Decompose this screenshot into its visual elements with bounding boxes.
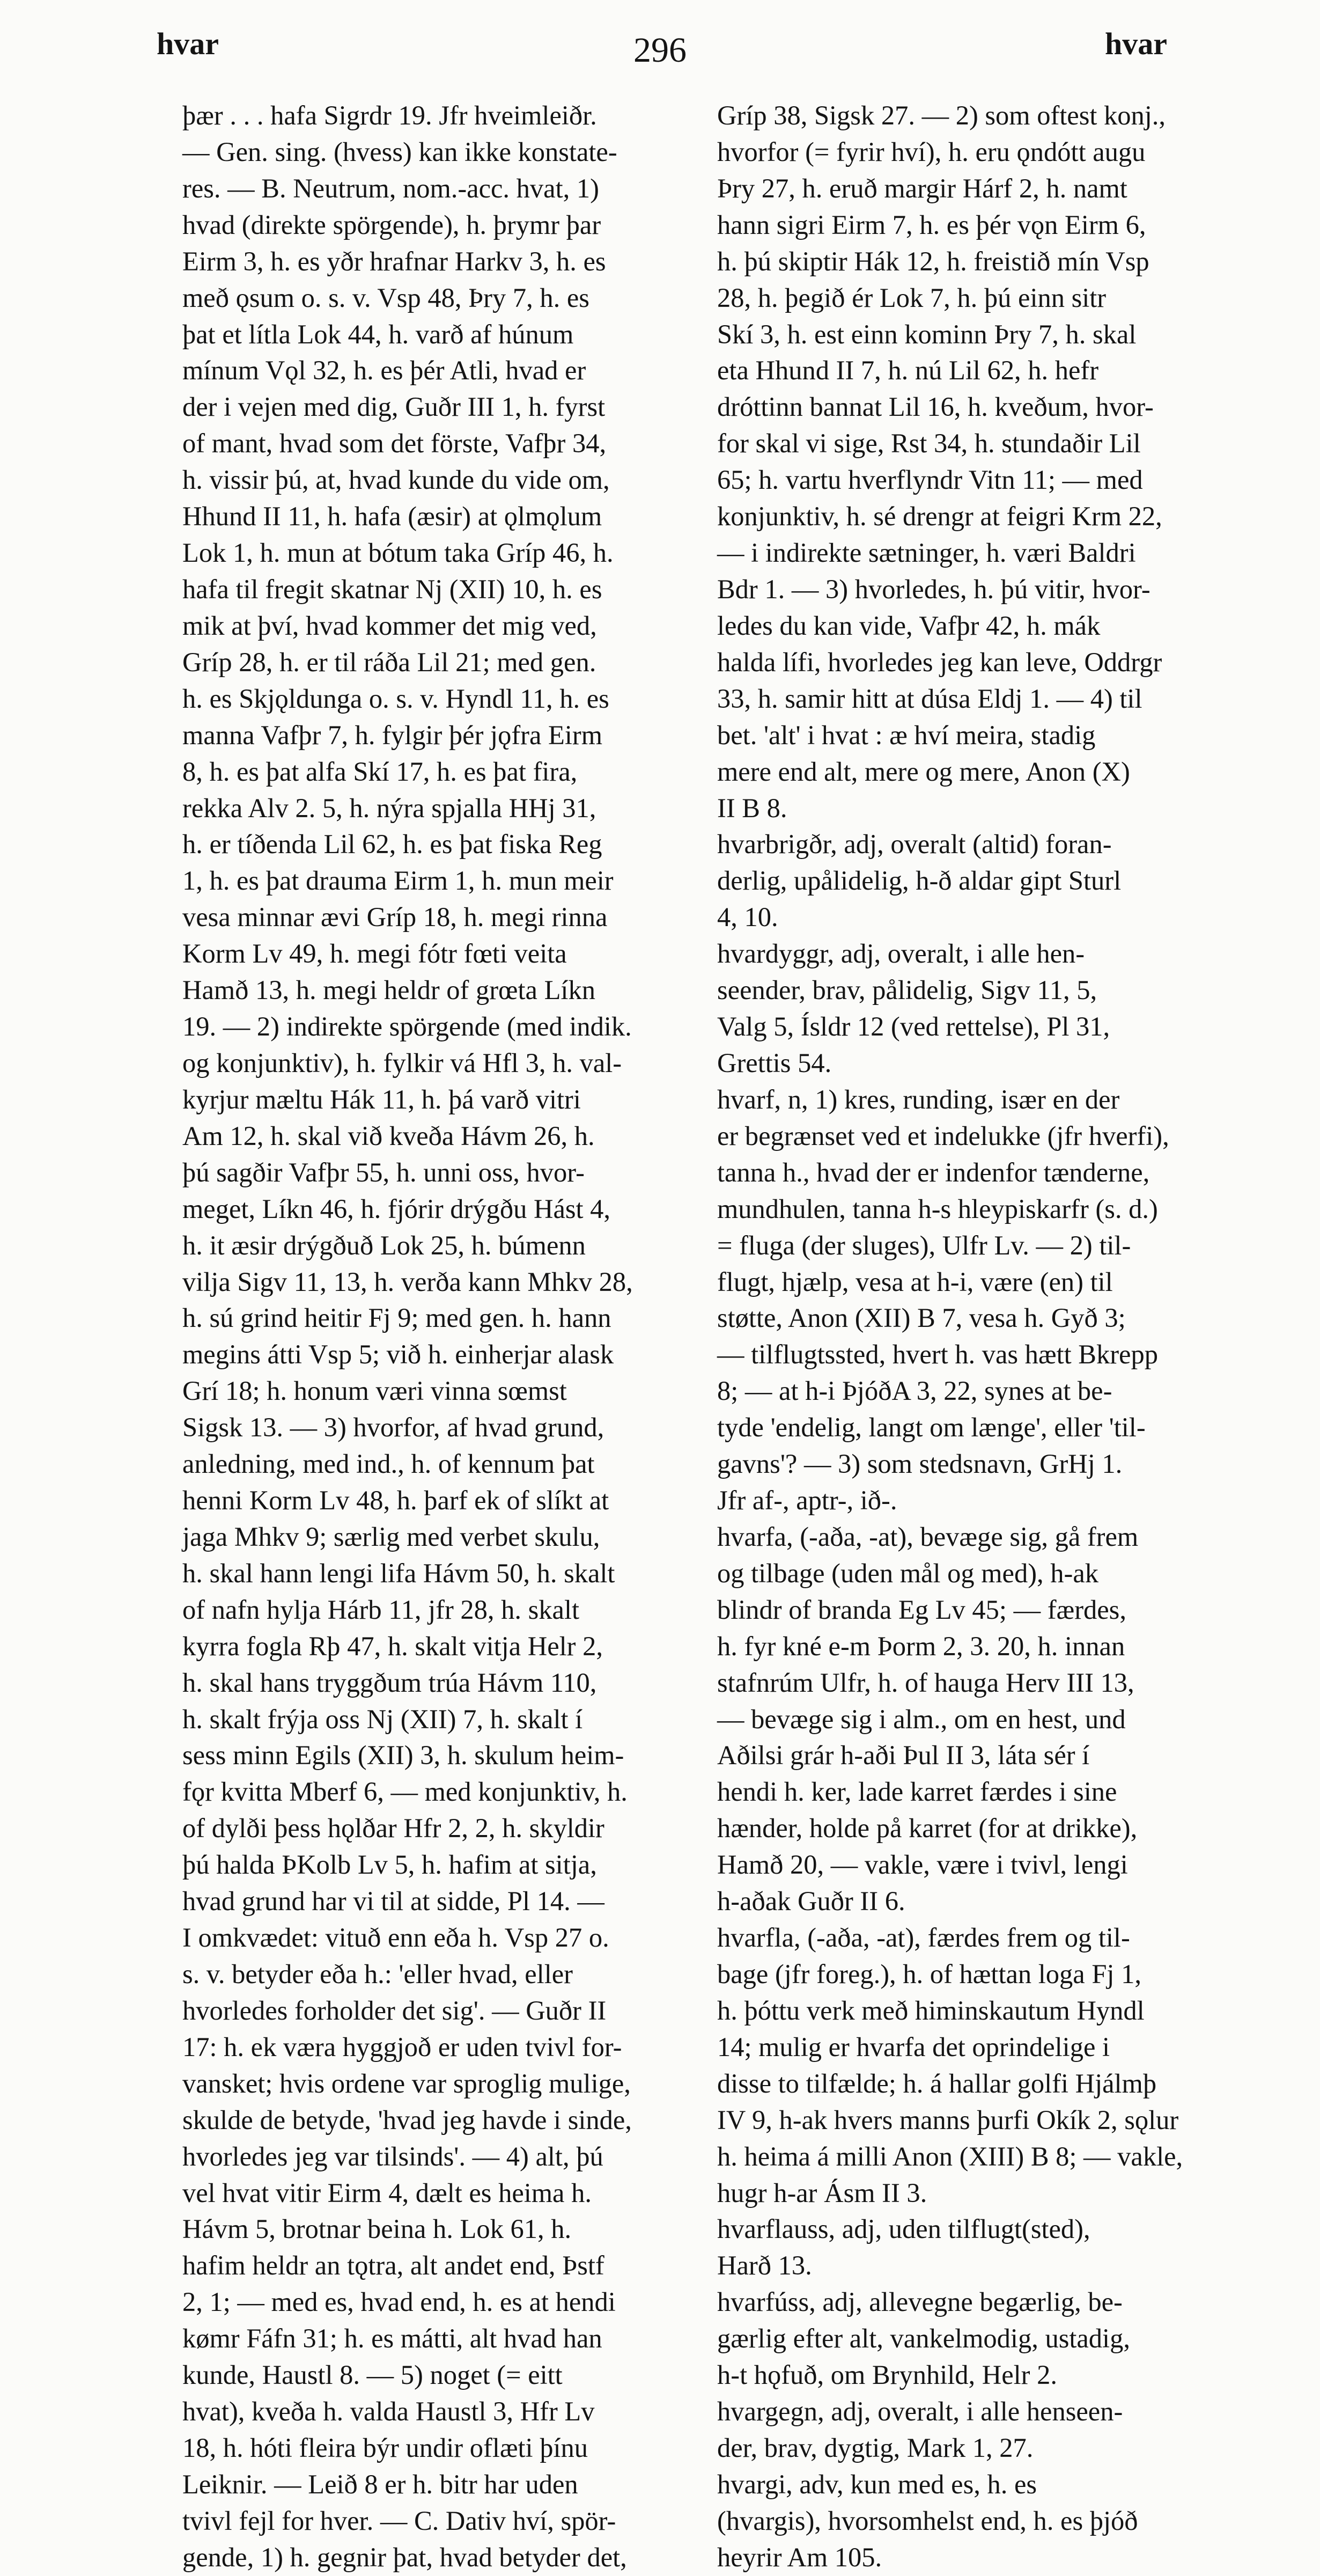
text-line: h. skalt frýja oss Nj (XII) 7, h. skalt í <box>182 1704 583 1734</box>
text-line: h. it æsir drýgðuð Lok 25, h. búmenn <box>182 1230 586 1260</box>
text-line: þær . . . hafa Sigrdr 19. Jfr hveimleiðr. <box>182 100 597 130</box>
text-line: Grettis 54. <box>717 1047 832 1078</box>
text-line: hvarfúss, adj, allevegne begærlig, be- <box>717 2287 1123 2317</box>
text-line: 14; mulig er hvarfa det oprindelige i <box>717 2031 1110 2062</box>
text-line: mínum Vǫl 32, h. es þér Atli, hvad er <box>182 355 586 386</box>
text-line: — i indirekte sætninger, h. væri Baldri <box>717 538 1136 568</box>
text-line: seender, brav, pålidelig, Sigv 11, 5, <box>717 975 1097 1006</box>
text-line: kyrjur mæltu Hák 11, h. þá varð vitri <box>182 1084 581 1114</box>
text-line: res. — B. Neutrum, nom.-acc. hvat, 1) <box>182 173 599 203</box>
text-line: 4, 10. <box>717 902 778 933</box>
text-line: hann sigri Eirm 7, h. es þér vǫn Eirm 6, <box>717 209 1146 240</box>
text-line: þú sagðir Vafþr 55, h. unni oss, hvor- <box>182 1157 585 1187</box>
text-line: Gríp 28, h. er til ráða Lil 21; med gen. <box>182 647 596 677</box>
text-line: vilja Sigv 11, 13, h. verða kann Mhkv 28, <box>182 1266 633 1297</box>
text-line: halda lífi, hvorledes jeg kan leve, Oddrgr <box>717 647 1162 677</box>
text-line: I omkvædet: vituð enn eða h. Vsp 27 o. <box>182 1922 609 1953</box>
text-line: h. skal hans tryggðum trúa Hávm 110, <box>182 1667 597 1698</box>
text-line: 17: h. ek væra hyggjoð er uden tvivl for- <box>182 2031 622 2062</box>
text-line: Skí 3, h. est einn kominn Þry 7, h. skal <box>717 319 1137 349</box>
text-line: h. þú skiptir Hák 12, h. freistið mín Vsp <box>717 246 1149 276</box>
text-line: Aðilsi grár h-aði Þul II 3, láta sér í <box>717 1740 1090 1771</box>
text-line: bage (jfr foreg.), h. of hættan loga Fj 1, <box>717 1959 1141 1990</box>
text-line: of nafn hylja Hárb 11, jfr 28, h. skalt <box>182 1594 580 1625</box>
text-line: hendi h. ker, lade karret færdes i sine <box>717 1777 1117 1807</box>
text-line: 18, h. hóti fleira býr undir oflæti þínu <box>182 2433 588 2463</box>
text-line: tanna h., hvad der er indenfor tænderne, <box>717 1157 1150 1187</box>
text-line: s. v. betyder eða h.: 'eller hvad, eller <box>182 1959 573 1990</box>
right-column <box>717 98 1213 2572</box>
text-line: h. þóttu verk með himinskautum Hyndl <box>717 1995 1145 2025</box>
text-line: derlig, upålidelig, h-ð aldar gipt Sturl <box>717 865 1122 896</box>
text-line: Hávm 5, brotnar beina h. Lok 61, h. <box>182 2214 572 2244</box>
text-line: manna Vafþr 7, h. fylgir þér jǫfra Eirm <box>182 720 602 750</box>
text-line: Harð 13. <box>717 2250 812 2281</box>
text-line: h. heima á milli Anon (XIII) B 8; — vakle, <box>717 2141 1183 2171</box>
text-line: der i vejen med dig, Guðr III 1, h. fyrst <box>182 392 606 422</box>
text-line: hvarfa, (-aða, -at), bevæge sig, gå frem <box>717 1521 1139 1552</box>
text-line: og tilbage (uden mål og med), h-ak <box>717 1558 1098 1588</box>
text-line: hvardyggr, adj, overalt, i alle hen- <box>717 938 1085 969</box>
text-line: Hamð 13, h. megi heldr of grœta Líkn <box>182 975 595 1006</box>
text-line: er begrænset ved et indelukke (jfr hverfi), <box>717 1120 1169 1151</box>
text-line: Hhund II 11, h. hafa (æsir) at ǫlmǫlum <box>182 501 602 532</box>
text-line: hvargegn, adj, overalt, i alle henseen- <box>717 2396 1123 2427</box>
text-line: — Gen. sing. (hvess) kan ikke konstate- <box>182 136 617 167</box>
text-line: IV 9, h-ak hvers manns þurfi Okík 2, sǫlur <box>717 2104 1179 2135</box>
text-line: jaga Mhkv 9; særlig med verbet skulu, <box>182 1521 600 1552</box>
text-line: megins átti Vsp 5; við h. einherjar alask <box>182 1339 614 1370</box>
text-line: hvorledes jeg var tilsinds'. — 4) alt, þú <box>182 2141 603 2171</box>
text-line: konjunktiv, h. sé drengr at feigri Krm 22, <box>717 501 1162 532</box>
text-line: vansket; hvis ordene var sproglig mulige, <box>182 2068 631 2098</box>
text-line: h. er tíðenda Lil 62, h. es þat fiska Reg <box>182 829 602 860</box>
text-line: gærlig efter alt, vankelmodig, ustadig, <box>717 2323 1130 2354</box>
text-line: eta Hhund II 7, h. nú Lil 62, h. hefr <box>717 355 1099 386</box>
text-line: 8, h. es þat alfa Skí 17, h. es þat fira, <box>182 756 578 787</box>
text-line: Gríp 38, Sigsk 27. — 2) som oftest konj., <box>717 100 1166 130</box>
text-line: gavns'? — 3) som stedsnavn, GrHj 1. <box>717 1449 1123 1479</box>
text-line: h. fyr kné e-m Þorm 2, 3. 20, h. innan <box>717 1631 1125 1661</box>
text-line: hafa til fregit skatnar Nj (XII) 10, h. es <box>182 574 602 604</box>
text-line: mundhulen, tanna h-s hleypiskarfr (s. d.) <box>717 1193 1158 1224</box>
text-line: Leiknir. — Leið 8 er h. bitr har uden <box>182 2469 578 2499</box>
text-line: og konjunktiv), h. fylkir vá Hfl 3, h. val- <box>182 1047 622 1078</box>
text-line: disse to tilfælde; h. á hallar golfi Hjálmþ <box>717 2068 1157 2098</box>
text-line: Jfr af-, aptr-, ið-. <box>717 1485 897 1516</box>
text-line: Korm Lv 49, h. megi fótr fœti veita <box>182 938 567 969</box>
text-line: hvarflauss, adj, uden tilflugt(sted), <box>717 2214 1090 2244</box>
text-line: mik at því, hvad kommer det mig ved, <box>182 610 597 641</box>
text-line: þat et lítla Lok 44, h. varð af húnum <box>182 319 574 349</box>
running-head-left: hvar <box>157 26 219 61</box>
text-line: h. sú grind heitir Fj 9; med gen. h. hann <box>182 1303 611 1333</box>
text-line: der, brav, dygtig, Mark 1, 27. <box>717 2433 1034 2463</box>
text-line: blindr of branda Eg Lv 45; — færdes, <box>717 1594 1126 1625</box>
text-line: Am 12, h. skal við kveða Hávm 26, h. <box>182 1120 595 1151</box>
text-line: 1, h. es þat drauma Eirm 1, h. mun meir <box>182 865 614 896</box>
page-number: 296 <box>633 31 687 70</box>
text-line: Eirm 3, h. es yðr hrafnar Harkv 3, h. es <box>182 246 606 276</box>
text-line: h. skal hann lengi lifa Hávm 50, h. skalt <box>182 1558 615 1588</box>
text-line: støtte, Anon (XII) B 7, vesa h. Gyð 3; <box>717 1303 1126 1333</box>
text-line: kømr Fáfn 31; h. es mátti, alt hvad han <box>182 2323 602 2354</box>
text-line: fǫr kvitta Mberf 6, — med konjunktiv, h. <box>182 1777 628 1807</box>
text-line: Bdr 1. — 3) hvorledes, h. þú vitir, hvor- <box>717 574 1151 604</box>
text-line: gende, 1) h. gegnir þat, hvad betyder det, <box>182 2542 627 2572</box>
text-line: of mant, hvad som det förste, Vafþr 34, <box>182 428 607 459</box>
text-line: ledes du kan vide, Vafþr 42, h. mák <box>717 610 1101 641</box>
text-line: Grí 18; h. honum væri vinna sœmst <box>182 1376 567 1406</box>
text-line: Lok 1, h. mun at bótum taka Gríp 46, h. <box>182 538 614 568</box>
text-line: kunde, Haustl 8. — 5) noget (= eitt <box>182 2360 563 2390</box>
text-line: 28, h. þegið ér Lok 7, h. þú einn sitr <box>717 282 1107 313</box>
text-line: flugt, hjælp, vesa at h-i, være (en) til <box>717 1266 1113 1297</box>
text-line: — bevæge sig i alm., om en hest, und <box>717 1704 1126 1734</box>
text-line: kyrra fogla Rþ 47, h. skalt vitja Helr 2, <box>182 1631 603 1661</box>
text-line: h. vissir þú, at, hvad kunde du vide om, <box>182 465 610 495</box>
text-line: dróttinn bannat Lil 16, h. kveðum, hvor- <box>717 392 1154 422</box>
text-line: Sigsk 13. — 3) hvorfor, af hvad grund, <box>182 1412 604 1443</box>
text-line: (hvargis), hvorsomhelst end, h. es þjóð <box>717 2505 1138 2536</box>
text-line: tyde 'endelig, langt om længe', eller 'til- <box>717 1412 1146 1443</box>
text-line: 2, 1; — med es, hvad end, h. es at hendi <box>182 2287 616 2317</box>
text-line: 19. — 2) indirekte spörgende (med indik. <box>182 1011 632 1042</box>
text-line: II B 8. <box>717 792 787 823</box>
text-line: hafim heldr an tǫtra, alt andet end, Þstf <box>182 2250 604 2281</box>
text-line: 65; h. vartu hverflyndr Vitn 11; — med <box>717 465 1143 495</box>
text-line: heyrir Am 105. <box>717 2542 882 2572</box>
text-line: hvat), kveða h. valda Haustl 3, Hfr Lv <box>182 2396 595 2427</box>
left-column <box>182 98 679 2572</box>
text-line: hugr h-ar Ásm II 3. <box>717 2177 927 2208</box>
text-line: h-aðak Guðr II 6. <box>717 1886 905 1917</box>
text-line: hvad grund har vi til at sidde, Pl 14. — <box>182 1886 604 1917</box>
text-line: of dylði þess hǫlðar Hfr 2, 2, h. skyldir <box>182 1813 604 1844</box>
text-line: h. es Skjǫldunga o. s. v. Hyndl 11, h. es <box>182 683 609 714</box>
text-line: með ǫsum o. s. v. Vsp 48, Þry 7, h. es <box>182 282 589 313</box>
text-line: — tilflugtssted, hvert h. vas hætt Bkrepp <box>717 1339 1158 1370</box>
text-line: anledning, med ind., h. of kennum þat <box>182 1449 595 1479</box>
text-line: þú halda ÞKolb Lv 5, h. hafim at sitja, <box>182 1850 597 1880</box>
text-line: 33, h. samir hitt at dúsa Eldj 1. — 4) til <box>717 683 1142 714</box>
text-line: hvarf, n, 1) kres, runding, især en der <box>717 1084 1120 1114</box>
text-line: rekka Alv 2. 5, h. nýra spjalla HHj 31, <box>182 792 596 823</box>
text-line: bet. 'alt' i hvat : æ hví meira, stadig <box>717 720 1096 750</box>
text-line: hænder, holde på karret (for at drikke), <box>717 1813 1138 1844</box>
text-line: = fluga (der sluges), Ulfr Lv. — 2) til- <box>717 1230 1131 1260</box>
text-line: sess minn Egils (XII) 3, h. skulum heim- <box>182 1740 624 1771</box>
text-line: hvarbrigðr, adj, overalt (altid) foran- <box>717 829 1112 860</box>
text-line: 8; — at h-i ÞjóðA 3, 22, synes at be- <box>717 1376 1112 1406</box>
text-line: Valg 5, Ísldr 12 (ved rettelse), Pl 31, <box>717 1011 1110 1042</box>
text-line: for skal vi sige, Rst 34, h. stundaðir Lil <box>717 428 1141 459</box>
running-head-right: hvar <box>1105 26 1167 61</box>
text-line: mere end alt, mere og mere, Anon (X) <box>717 756 1130 787</box>
text-line: h-t hǫfuð, om Brynhild, Helr 2. <box>717 2360 1057 2390</box>
text-line: hvarfla, (-aða, -at), færdes frem og til- <box>717 1922 1130 1953</box>
text-line: vesa minnar ævi Gríp 18, h. megi rinna <box>182 902 608 933</box>
text-line: henni Korm Lv 48, h. þarf ek of slíkt at <box>182 1485 609 1516</box>
text-line: vel hvat vitir Eirm 4, dælt es heima h. <box>182 2177 592 2208</box>
text-line: skulde de betyde, 'hvad jeg havde i sinde, <box>182 2104 632 2135</box>
text-line: hvorfor (= fyrir hví), h. eru ǫndótt augu <box>717 136 1146 167</box>
text-line: hvorledes forholder det sig'. — Guðr II <box>182 1995 607 2025</box>
text-line: meget, Líkn 46, h. fjórir drýgðu Hást 4, <box>182 1193 611 1224</box>
text-line: hvad (direkte spörgende), h. þrymr þar <box>182 209 601 240</box>
text-line: stafnrúm Ulfr, h. of hauga Herv III 13, <box>717 1667 1134 1698</box>
text-line: tvivl fejl for hver. — C. Dativ hví, spör- <box>182 2505 616 2536</box>
text-line: hvargi, adv, kun med es, h. es <box>717 2469 1037 2499</box>
text-line: Hamð 20, — vakle, være i tvivl, lengi <box>717 1850 1128 1880</box>
text-line: Þry 27, h. eruð margir Hárf 2, h. namt <box>717 173 1127 203</box>
